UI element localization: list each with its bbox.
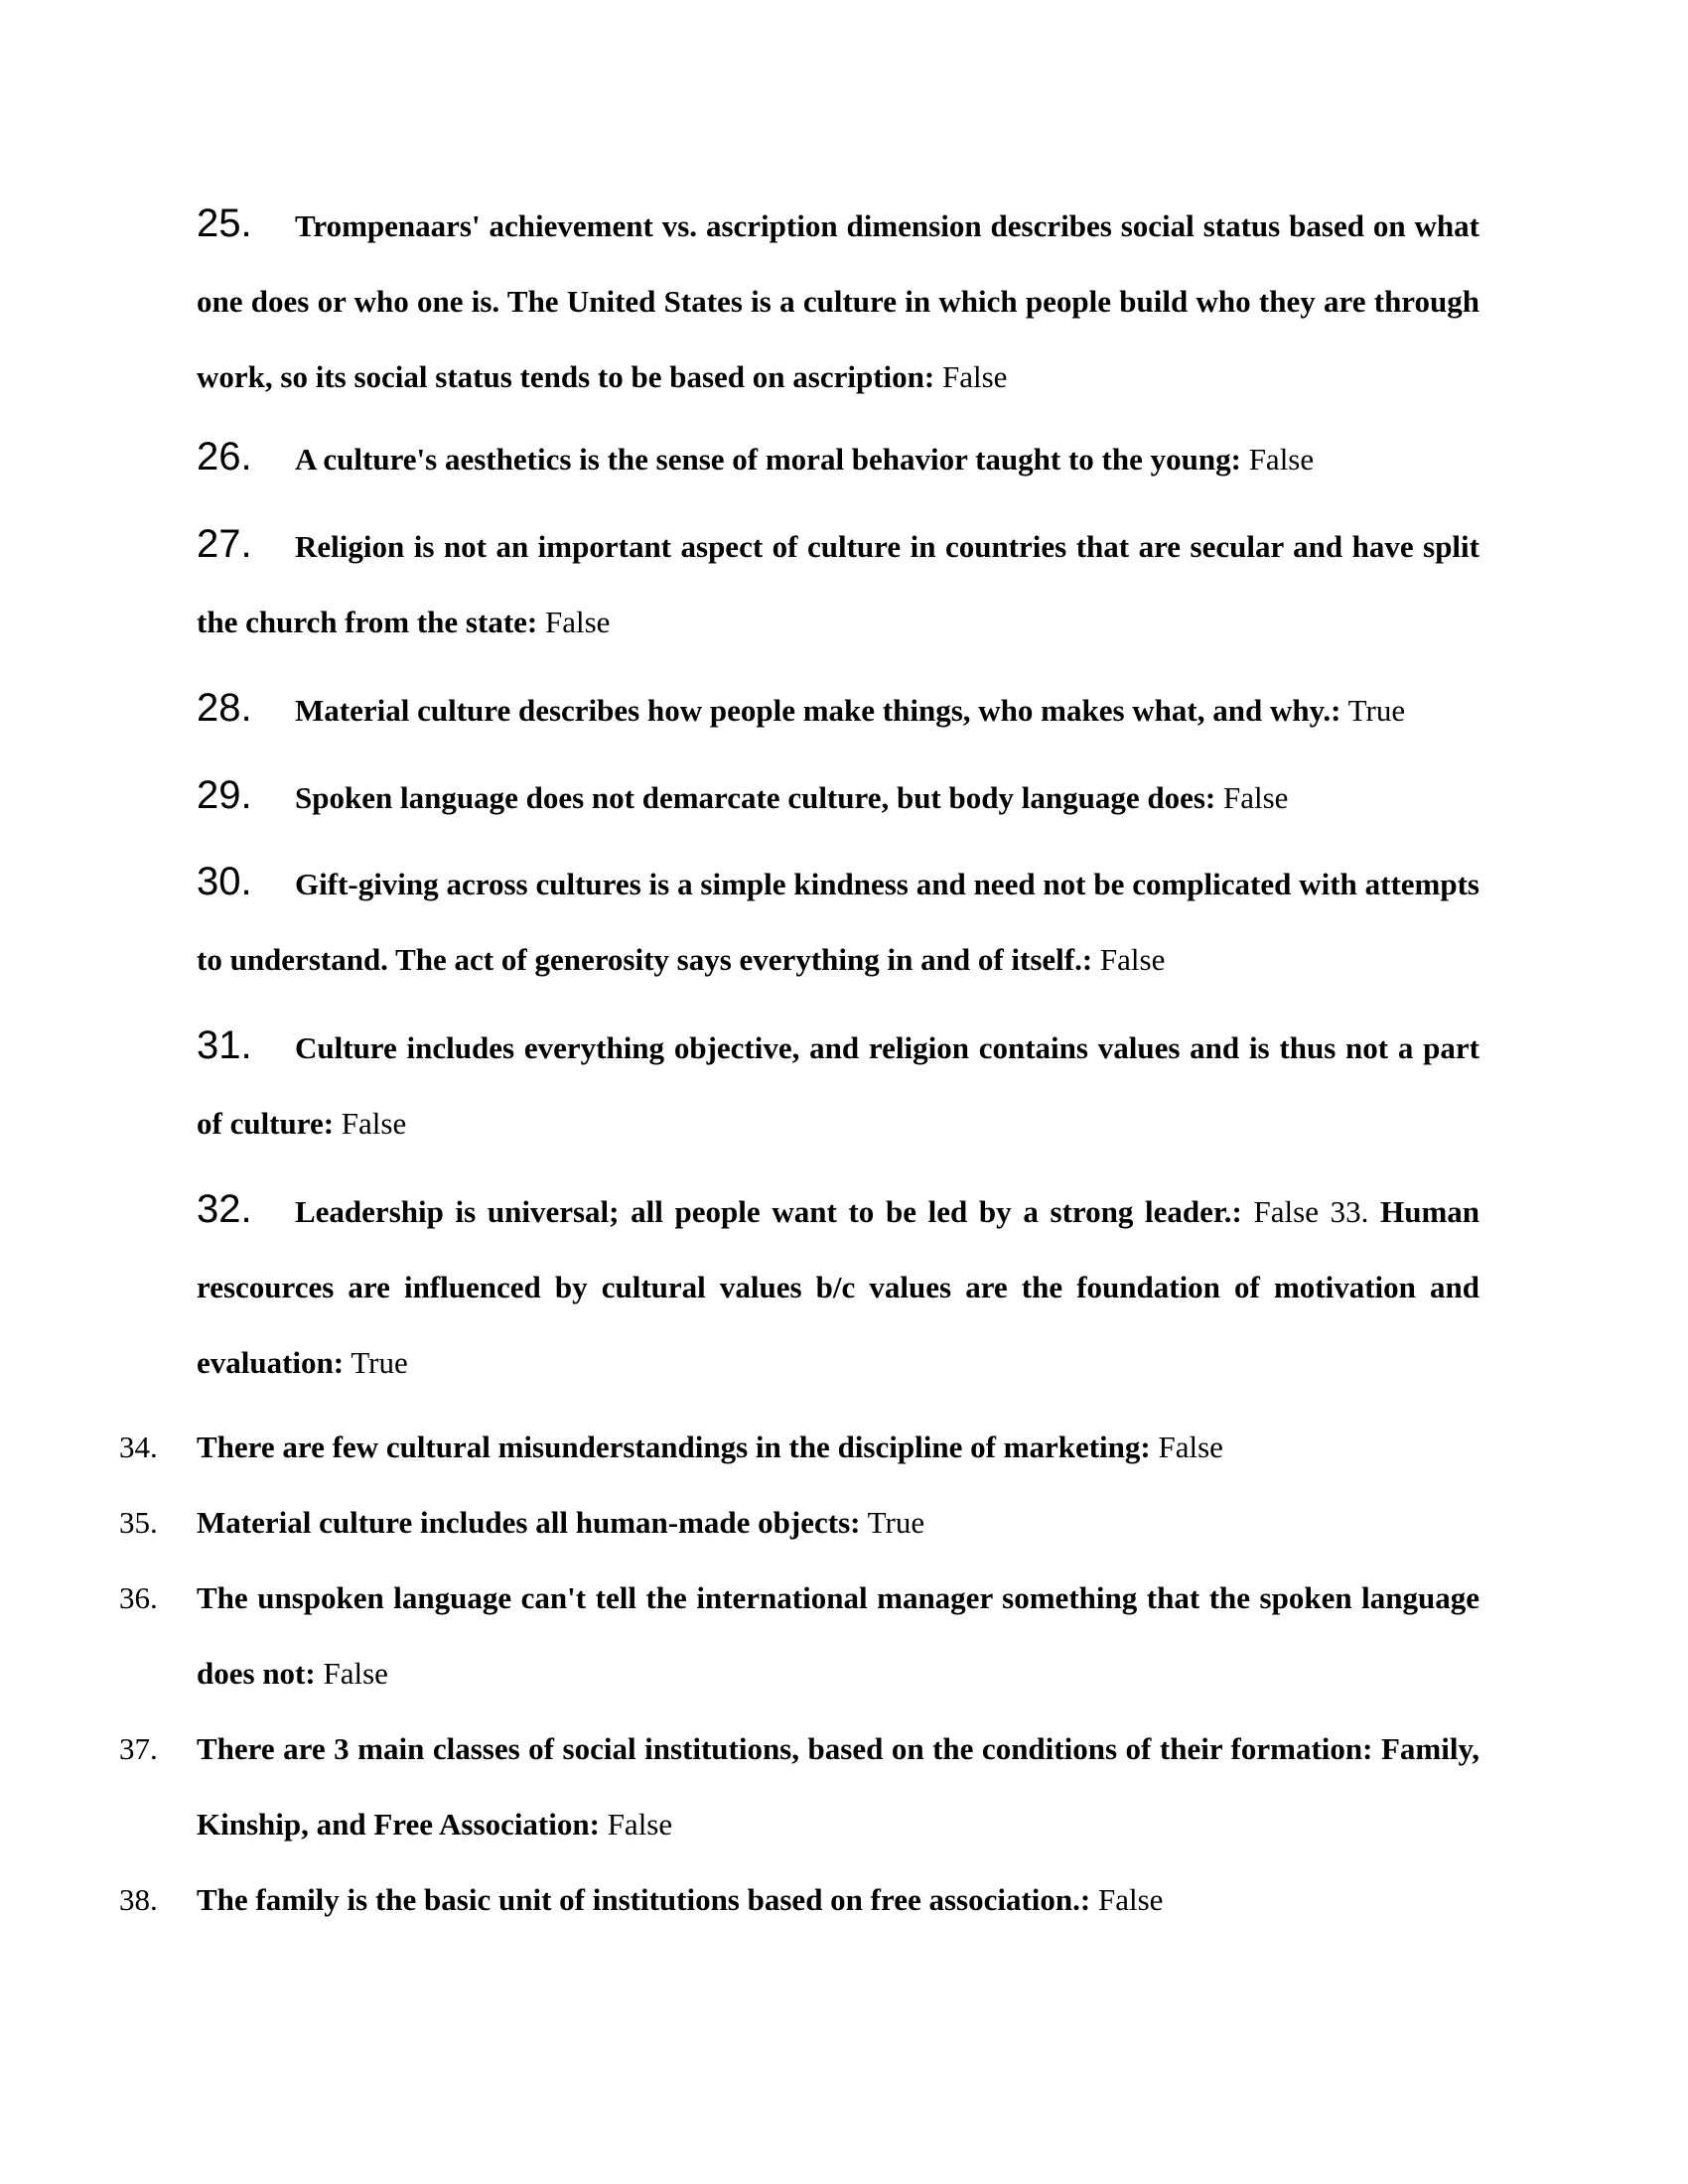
question-26: [197, 419, 1479, 497]
question-31: [197, 1008, 1479, 1161]
answer-text: False: [1215, 780, 1289, 815]
question-32: [197, 1171, 1479, 1401]
question-text: The unspoken language can't tell the international manager something that the spoken language does not:: [197, 1580, 1479, 1691]
answer-text: False: [537, 605, 611, 639]
list-number: 37.: [119, 1731, 158, 1766]
question-text: Material culture describes how people make things, who makes what, and why.:: [295, 693, 1341, 728]
question-29: [197, 757, 1479, 836]
list-number: 34.: [119, 1430, 158, 1464]
question-33-text: Human rescources are influenced by cultural values b/c values are the foundation of motivation and evaluation:: [197, 1194, 1480, 1380]
question-25: [197, 186, 1479, 415]
answer-text: False: [934, 359, 1008, 394]
question-text: There are 3 main classes of social institutions, based on the conditions of their formation: Family, Kinship, and Free Association:: [197, 1731, 1479, 1842]
question-text: Trompenaars' achievement vs. ascription dimension describes social status based on what one does or who one is. The United States is a culture in which people build who they are through work, so its social status tends to be based on ascription:: [197, 208, 1479, 394]
list-item-35: [119, 1485, 1479, 1561]
answer-text: False: [1150, 1430, 1223, 1464]
list-number: 36.: [119, 1580, 158, 1615]
question-text: Gift-giving across cultures is a simple kindness and need not be complicated with attempts to understand. The act of generosity says everything in and of itself.:: [197, 867, 1479, 977]
list-item-38: [119, 1862, 1479, 1938]
answer-text: True: [860, 1505, 925, 1540]
answer-text: False: [315, 1656, 388, 1691]
answer-text: False: [1092, 942, 1166, 977]
answer-text: False: [599, 1807, 673, 1842]
question-30: [197, 844, 1479, 998]
question-number: 27.: [197, 522, 252, 566]
question-text: Religion is not an important aspect of culture in countries that are secular and have split the church from the state:: [197, 529, 1479, 639]
list-number: 35.: [119, 1505, 158, 1540]
question-text: A culture's aesthetics is the sense of moral behavior taught to the young:: [295, 442, 1241, 477]
question-27: [197, 506, 1479, 660]
question-text: Spoken language does not demarcate culture, but body language does:: [295, 780, 1216, 815]
question-text: There are few cultural misunderstandings in the discipline of marketing:: [197, 1430, 1151, 1464]
question-number: 29.: [197, 773, 252, 817]
question-number: 30.: [197, 860, 252, 903]
question-number: 28.: [197, 686, 252, 730]
question-text: Leadership is universal; all people want to be led by a strong leader.:: [295, 1194, 1242, 1229]
list-item-36: [119, 1561, 1479, 1711]
list-number: 38.: [119, 1882, 158, 1917]
question-text: Material culture includes all human-made objects:: [197, 1505, 861, 1540]
question-number: 32.: [197, 1187, 252, 1231]
question-number: 25.: [197, 202, 252, 245]
question-number: 26.: [197, 435, 252, 478]
question-text: The family is the basic unit of institutions based on free association.:: [197, 1882, 1091, 1917]
question-text: Culture includes everything objective, and religion contains values and is thus not a part of culture:: [197, 1030, 1479, 1141]
list-item-34: [119, 1410, 1479, 1485]
answer-text: False: [1090, 1882, 1164, 1917]
answer-text: False: [334, 1106, 407, 1141]
answer-text: True: [1340, 693, 1406, 728]
list-item-37: [119, 1711, 1479, 1862]
answer-text: False 33.: [1241, 1194, 1381, 1229]
question-28: [197, 670, 1479, 749]
answer-text: False: [1240, 442, 1315, 477]
question-number: 31.: [197, 1024, 252, 1067]
answer-33-text: True: [344, 1345, 408, 1380]
